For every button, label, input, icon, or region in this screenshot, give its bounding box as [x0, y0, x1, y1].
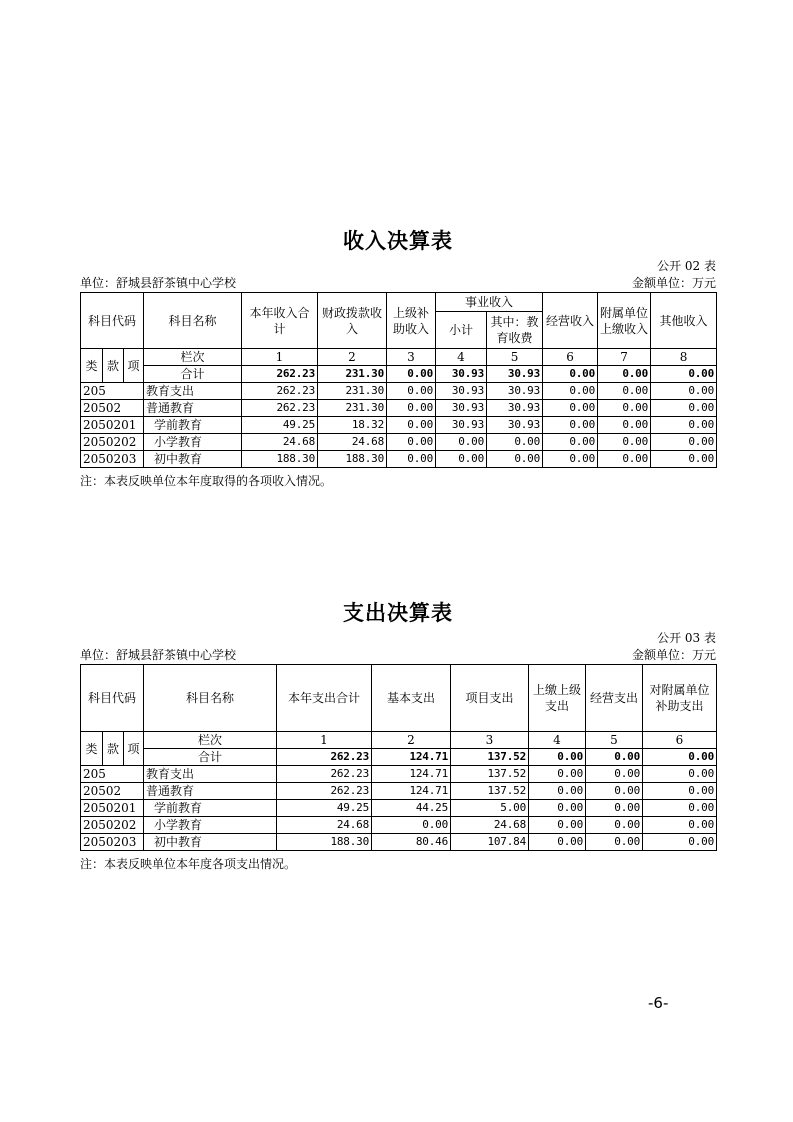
row-code: 20502: [81, 783, 144, 800]
row-name: 小学教育: [144, 434, 242, 451]
expense-col-num: 5: [586, 732, 643, 749]
row-value: 262.23: [277, 783, 372, 800]
expense-section: [80, 598, 716, 872]
expense-header-total: 本年支出合计: [277, 665, 372, 732]
row-value: 18.32: [318, 417, 387, 434]
row-value: 44.25: [372, 800, 451, 817]
expense-header-operating: 经营支出: [586, 665, 643, 732]
income-col-num: 1: [242, 349, 318, 366]
income-header-career: 事业收入: [436, 293, 543, 312]
row-code: 2050201: [81, 417, 144, 434]
income-total-cell: 0.00: [387, 366, 436, 383]
income-header-total: 本年收入合计: [242, 293, 318, 349]
row-name: 学前教育: [144, 800, 277, 817]
row-value: 24.68: [277, 817, 372, 834]
row-value: 0.00: [529, 800, 586, 817]
row-value: 0.00: [586, 783, 643, 800]
income-header-career-edu: 其中：教育收费: [487, 312, 543, 349]
income-col-num: 4: [436, 349, 487, 366]
row-name: 普通教育: [144, 783, 277, 800]
expense-total-cell: 0.00: [643, 749, 717, 766]
income-header-xiang: 项: [124, 349, 144, 383]
row-name: 小学教育: [144, 817, 277, 834]
income-money-unit: 金额单位：万元: [631, 276, 716, 290]
row-value: 0.00: [598, 400, 651, 417]
income-header-superior: 上级补助收入: [387, 293, 436, 349]
income-header-other: 其他收入: [651, 293, 717, 349]
row-value: 0.00: [543, 434, 598, 451]
income-total-cell: 231.30: [318, 366, 387, 383]
expense-meta-row: [80, 647, 716, 664]
row-value: 24.68: [451, 817, 529, 834]
income-total-cell: 30.93: [487, 366, 543, 383]
row-value: 0.00: [529, 834, 586, 851]
row-code: 20502: [81, 400, 144, 417]
expense-total-row: [81, 749, 717, 766]
expense-total-cell: 0.00: [586, 749, 643, 766]
expense-total-cell: 0.00: [529, 749, 586, 766]
row-code: 205: [81, 766, 144, 783]
income-header-kuan: 款: [103, 349, 124, 383]
row-name: 初中教育: [144, 451, 242, 468]
expense-col-num: 3: [451, 732, 529, 749]
expense-note: 注：本表反映单位本年度各项支出情况。: [80, 857, 297, 871]
income-header-fiscal: 财政拨款收入: [318, 293, 387, 349]
row-value: 0.00: [529, 783, 586, 800]
row-value: 262.23: [277, 766, 372, 783]
expense-header-name: 科目名称: [144, 665, 277, 732]
income-col-num: 7: [598, 349, 651, 366]
income-total-cell: 262.23: [242, 366, 318, 383]
row-value: 107.84: [451, 834, 529, 851]
row-code: 205: [81, 383, 144, 400]
expense-col-num: 4: [529, 732, 586, 749]
income-header-affiliate: 附属单位上缴收入: [598, 293, 651, 349]
income-header-code: 科目代码: [81, 293, 144, 349]
table-row: [81, 783, 717, 800]
table-row: [81, 400, 717, 417]
table-row: [81, 434, 717, 451]
income-total-label: 合计: [144, 366, 242, 383]
row-value: 0.00: [436, 434, 487, 451]
row-value: 0.00: [387, 417, 436, 434]
row-value: 0.00: [543, 451, 598, 468]
row-value: 5.00: [451, 800, 529, 817]
income-header-operating: 经营收入: [543, 293, 598, 349]
row-value: 0.00: [598, 451, 651, 468]
row-value: 137.52: [451, 766, 529, 783]
table-row: [81, 766, 717, 783]
row-value: 30.93: [487, 383, 543, 400]
row-name: 教育支出: [144, 383, 242, 400]
row-value: 0.00: [643, 834, 717, 851]
row-value: 0.00: [387, 400, 436, 417]
expense-table-no: 公开 03 表: [657, 631, 716, 645]
row-value: 0.00: [643, 766, 717, 783]
income-total-cell: 0.00: [651, 366, 717, 383]
income-unit: 单位：舒城县舒茶镇中心学校: [80, 276, 237, 290]
row-code: 2050202: [81, 817, 144, 834]
income-header-career-sub: 小计: [436, 312, 487, 349]
page-number: -6-: [648, 994, 669, 1012]
expense-col-num: 6: [643, 732, 717, 749]
row-value: 262.23: [242, 400, 318, 417]
row-value: 30.93: [436, 383, 487, 400]
expense-total-cell: 124.71: [372, 749, 451, 766]
expense-unit: 单位：舒城县舒茶镇中心学校: [80, 648, 237, 662]
expense-header-code: 科目代码: [81, 665, 144, 732]
row-code: 2050202: [81, 434, 144, 451]
table-row: [81, 383, 717, 400]
income-col-num: 8: [651, 349, 717, 366]
row-value: 30.93: [487, 400, 543, 417]
row-value: 0.00: [387, 383, 436, 400]
row-value: 30.93: [487, 417, 543, 434]
row-value: 0.00: [598, 434, 651, 451]
income-title: 收入决算表: [343, 229, 453, 253]
row-value: 0.00: [529, 766, 586, 783]
row-value: 0.00: [387, 434, 436, 451]
row-value: 0.00: [543, 383, 598, 400]
expense-col-label: 栏次: [144, 732, 277, 749]
expense-col-num: 1: [277, 732, 372, 749]
income-col-num: 5: [487, 349, 543, 366]
expense-total-label: 合计: [144, 749, 277, 766]
income-total-cell: 30.93: [436, 366, 487, 383]
income-col-num: 2: [318, 349, 387, 366]
row-value: 0.00: [586, 817, 643, 834]
row-value: 0.00: [643, 817, 717, 834]
row-value: 0.00: [529, 817, 586, 834]
row-value: 188.30: [277, 834, 372, 851]
income-table: [80, 292, 717, 468]
expense-header-remit: 上缴上级支出: [529, 665, 586, 732]
row-value: 0.00: [543, 417, 598, 434]
table-row: [81, 817, 717, 834]
row-value: 0.00: [651, 400, 717, 417]
income-header-lei: 类: [81, 349, 103, 383]
row-value: 30.93: [436, 417, 487, 434]
row-value: 49.25: [277, 800, 372, 817]
expense-header-xiang: 项: [124, 732, 144, 766]
row-value: 0.00: [643, 783, 717, 800]
income-total-cell: 0.00: [598, 366, 651, 383]
income-col-label: 栏次: [144, 349, 242, 366]
row-code: 2050203: [81, 451, 144, 468]
table-row: [81, 417, 717, 434]
expense-col-num: 2: [372, 732, 451, 749]
row-value: 0.00: [643, 800, 717, 817]
table-row: [81, 834, 717, 851]
row-value: 188.30: [242, 451, 318, 468]
row-name: 学前教育: [144, 417, 242, 434]
row-value: 0.00: [436, 451, 487, 468]
expense-money-unit: 金额单位：万元: [631, 648, 716, 662]
row-value: 24.68: [318, 434, 387, 451]
row-value: 231.30: [318, 383, 387, 400]
table-row: [81, 800, 717, 817]
expense-total-cell: 262.23: [277, 749, 372, 766]
row-value: 0.00: [586, 834, 643, 851]
row-value: 124.71: [372, 766, 451, 783]
row-value: 231.30: [318, 400, 387, 417]
row-name: 普通教育: [144, 400, 242, 417]
expense-header-subsidy: 对附属单位补助支出: [643, 665, 717, 732]
income-total-row: [81, 366, 717, 383]
income-note: 注：本表反映单位本年度取得的各项收入情况。: [80, 474, 333, 488]
expense-table: [80, 664, 717, 851]
expense-header-kuan: 款: [103, 732, 124, 766]
row-value: 188.30: [318, 451, 387, 468]
row-code: 2050201: [81, 800, 144, 817]
row-value: 0.00: [651, 383, 717, 400]
income-col-num: 6: [543, 349, 598, 366]
table-row: [81, 451, 717, 468]
row-value: 124.71: [372, 783, 451, 800]
row-value: 0.00: [387, 451, 436, 468]
row-value: 0.00: [651, 434, 717, 451]
row-code: 2050203: [81, 834, 144, 851]
income-section: [80, 226, 716, 489]
row-value: 0.00: [651, 451, 717, 468]
income-table-no: 公开 02 表: [657, 259, 716, 273]
row-value: 137.52: [451, 783, 529, 800]
row-value: 0.00: [598, 417, 651, 434]
expense-total-cell: 137.52: [451, 749, 529, 766]
row-value: 24.68: [242, 434, 318, 451]
income-total-cell: 0.00: [543, 366, 598, 383]
row-value: 49.25: [242, 417, 318, 434]
row-value: 80.46: [372, 834, 451, 851]
income-meta-row: [80, 275, 716, 292]
income-col-num: 3: [387, 349, 436, 366]
row-name: 教育支出: [144, 766, 277, 783]
row-name: 初中教育: [144, 834, 277, 851]
row-value: 0.00: [543, 400, 598, 417]
expense-header-project: 项目支出: [451, 665, 529, 732]
row-value: 262.23: [242, 383, 318, 400]
row-value: 0.00: [487, 451, 543, 468]
expense-header-lei: 类: [81, 732, 103, 766]
row-value: 0.00: [598, 383, 651, 400]
row-value: 0.00: [586, 766, 643, 783]
row-value: 0.00: [586, 800, 643, 817]
row-value: 0.00: [651, 417, 717, 434]
expense-header-basic: 基本支出: [372, 665, 451, 732]
income-header-name: 科目名称: [144, 293, 242, 349]
row-value: 0.00: [372, 817, 451, 834]
row-value: 30.93: [436, 400, 487, 417]
expense-title: 支出决算表: [343, 601, 453, 625]
row-value: 0.00: [487, 434, 543, 451]
